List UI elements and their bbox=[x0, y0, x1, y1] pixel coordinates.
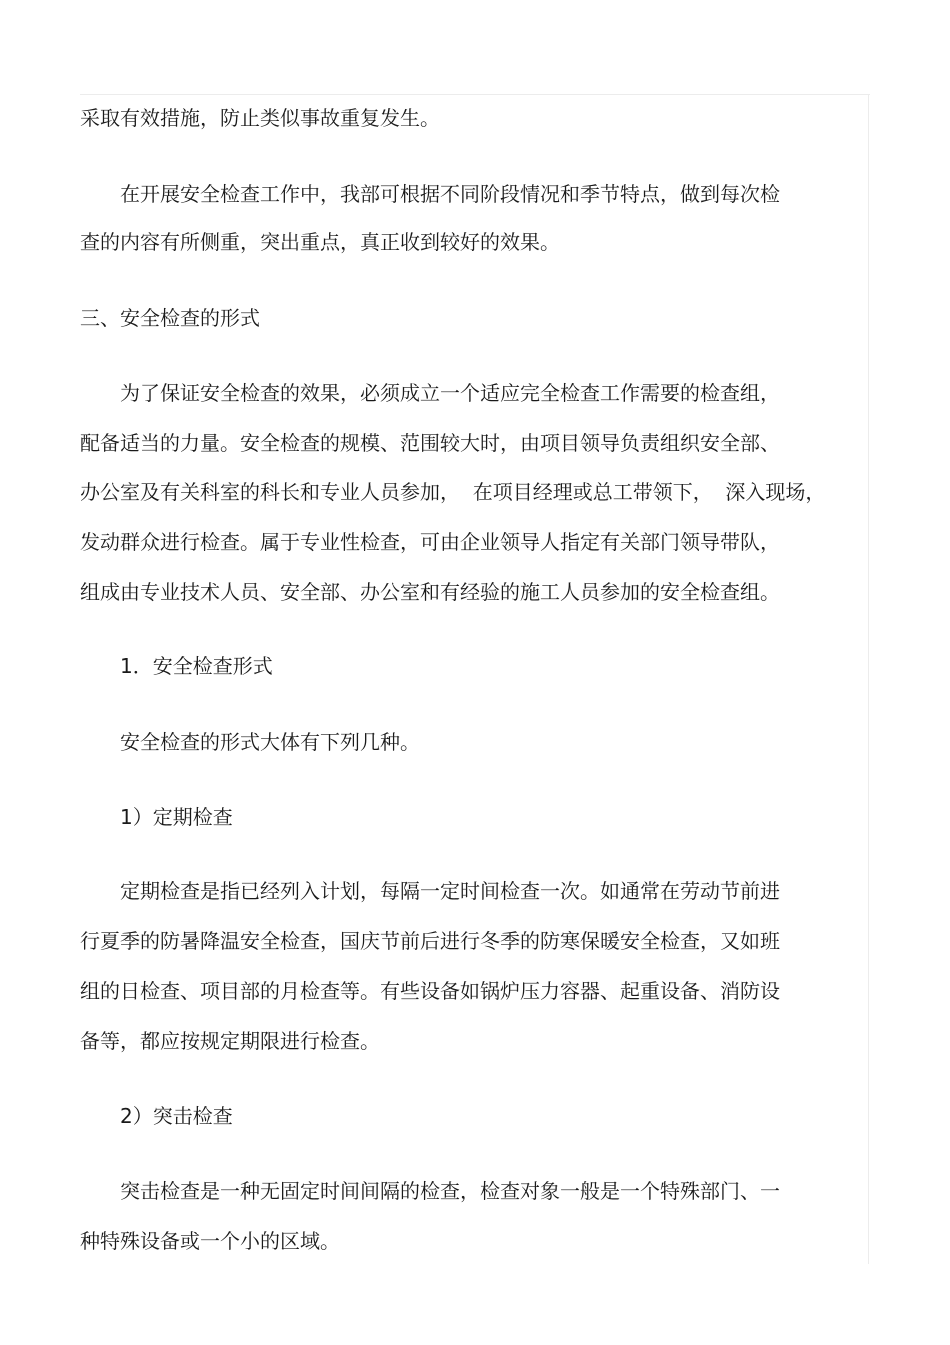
text-line: 组成由专业技术人员、安全部、办公室和有经验的施工人员参加的安全检查组。 bbox=[80, 580, 780, 604]
text-line: 发动群众进行检查。属于专业性检查，可由企业领导人指定有关部门领导带队， bbox=[80, 530, 780, 554]
text-line: 备等，都应按规定期限进行检查。 bbox=[80, 1029, 380, 1053]
text-line: 定期检查是指已经列入计划，每隔一定时间检查一次。如通常在劳动节前进 bbox=[120, 879, 780, 903]
item-heading: 1）定期检查 bbox=[120, 805, 233, 829]
section-heading: 三、安全检查的形式 bbox=[80, 306, 260, 330]
text-line: 配备适当的力量。安全检查的规模、范围较大时，由项目领导负责组织安全部、 bbox=[80, 431, 780, 455]
text-line: 为了保证安全检查的效果，必须成立一个适应完全检查工作需要的检查组， bbox=[120, 381, 780, 405]
text-line: 安全检查的形式大体有下列几种。 bbox=[120, 730, 420, 754]
text-line: 查的内容有所侧重，突出重点，真正收到较好的效果。 bbox=[80, 230, 560, 254]
text-line: 种特殊设备或一个小的区域。 bbox=[80, 1229, 340, 1253]
text-line: 办公室及有关科室的科长和专业人员参加， 在项目经理或总工带领下， 深入现场， bbox=[80, 480, 826, 504]
item-heading: 2）突击检查 bbox=[120, 1104, 233, 1128]
page-top-border bbox=[80, 94, 870, 95]
text-line: 行夏季的防暑降温安全检查，国庆节前后进行冬季的防寒保暖安全检查，又如班 bbox=[80, 929, 780, 953]
page-right-border bbox=[868, 94, 869, 1264]
text-line: 突击检查是一种无固定时间间隔的检查，检查对象一般是一个特殊部门、一 bbox=[120, 1179, 780, 1203]
text-line: 采取有效措施，防止类似事故重复发生。 bbox=[80, 106, 440, 130]
subsection-heading: 1．安全检查形式 bbox=[120, 654, 273, 678]
text-line: 组的日检查、项目部的月检查等。有些设备如锅炉压力容器、起重设备、消防设 bbox=[80, 979, 780, 1003]
text-line: 在开展安全检查工作中，我部可根据不同阶段情况和季节特点，做到每次检 bbox=[120, 182, 780, 206]
